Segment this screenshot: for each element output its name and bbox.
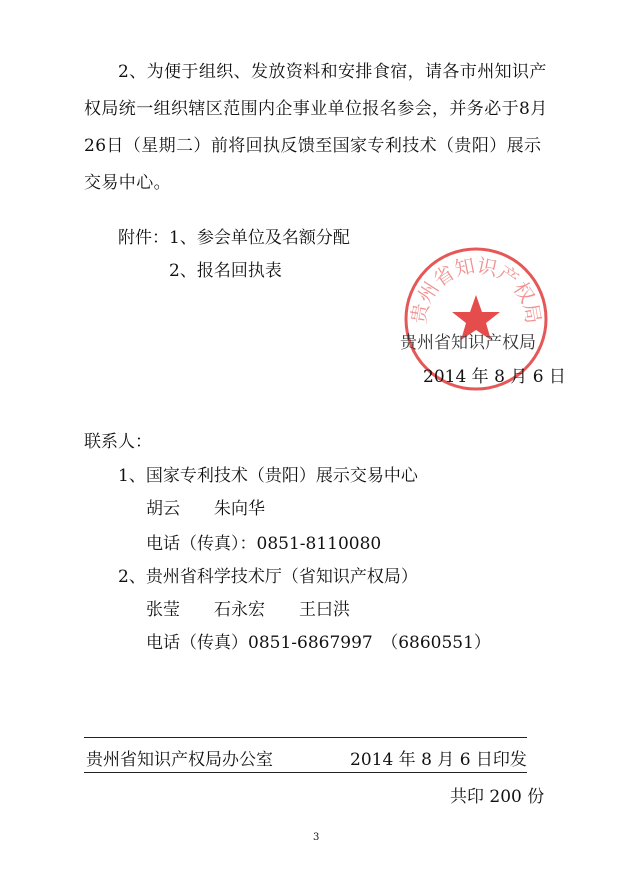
footer-issuer: 贵州省知识产权局办公室 [86,750,273,770]
signature-org: 贵州省知识产权局 [400,333,536,353]
page-number: 3 [313,832,320,843]
contact-phone: 电话（传真）：0851-8110080 [146,534,382,554]
contact-group-title: 1、国家专利技术（贵阳）展示交易中心 [118,466,418,486]
attachment-item-2: 2、报名回执表 [169,261,282,281]
seal-text: 贵州省知识产权局 [406,253,546,326]
contact-names: 张莹 石永宏 王曰洪 [146,600,350,620]
footer-top-rule [84,737,527,738]
attachments-label: 附件：1、参会单位及名额分配 [118,228,350,248]
notice-paragraph: 2、为便于组织、发放资料和安排食宿，请各市州知识产权局统一组织辖区范围内企事业单位报名参会，并务必于8月26日（星期二）前将回执反馈至国家专利技术（贵阳）展示交易中心。 [84,62,548,193]
footer-copies: 共印 200 份 [450,787,545,807]
contact-group-title: 2、贵州省科学技术厅（省知识产权局） [118,567,418,587]
contact-phone: 电话（传真）0851-6867997 （6860551） [146,633,491,653]
contact-names: 胡云 朱向华 [146,499,265,519]
contacts-label: 联系人： [84,432,152,452]
footer-issue-date: 2014 年 8 月 6 日印发 [350,750,527,770]
footer-bottom-rule [84,772,527,773]
signature-date: 2014 年 8 月 6 日 [423,367,566,387]
